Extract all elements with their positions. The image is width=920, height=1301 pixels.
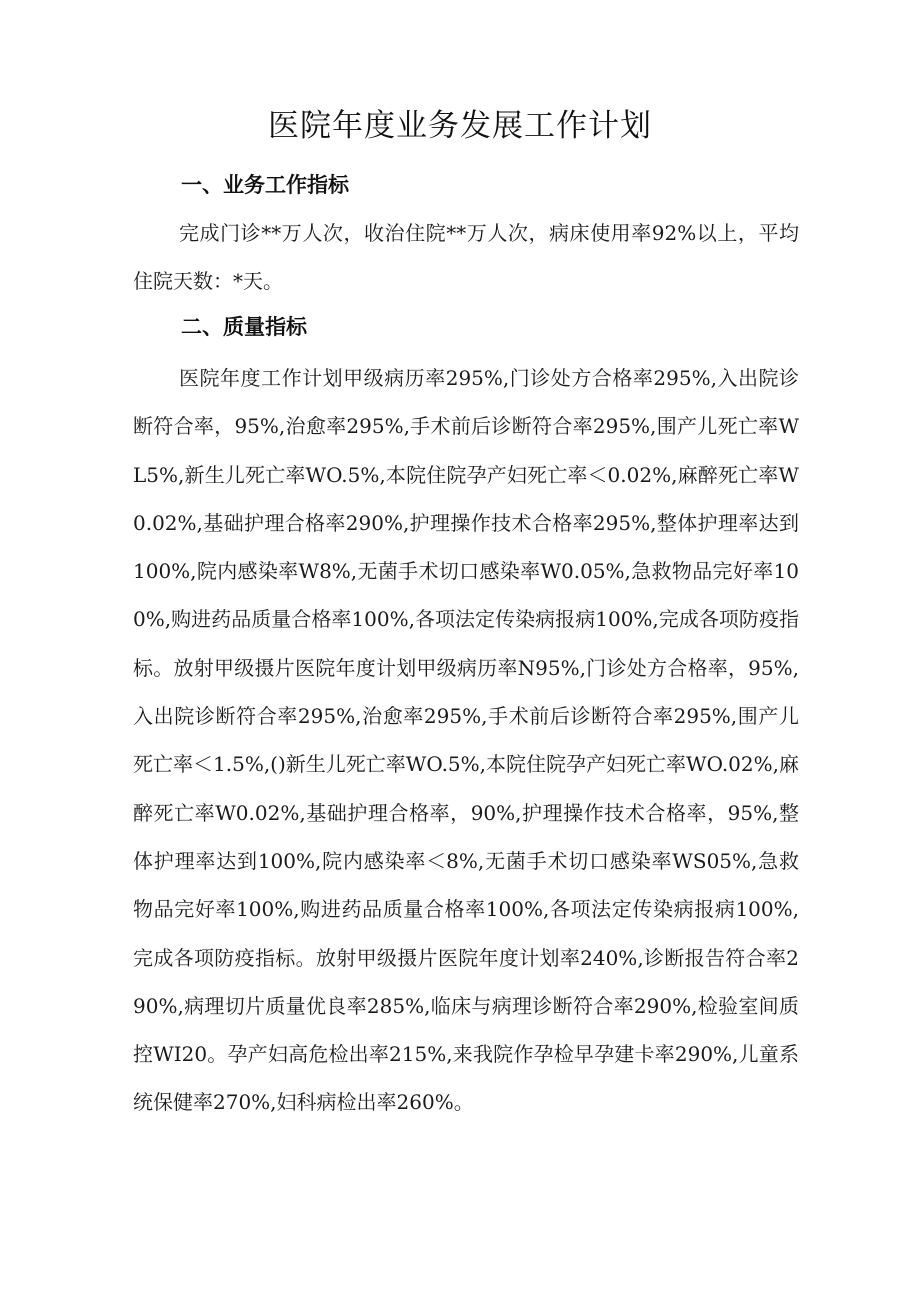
section-heading-quality-indicators: 二、质量指标	[181, 315, 307, 339]
section-body-business-indicators: 完成门诊**万人次，收治住院**万人次，病床使用率92%以上，平均住院天数：*天。	[133, 221, 799, 294]
document-title: 医院年度业务发展工作计划	[268, 108, 652, 144]
section-heading-business-indicators: 一、业务工作指标	[181, 173, 349, 197]
section-body-quality-indicators: 医院年度工作计划甲级病历率295%,门诊处方合格率295%,入出院诊断符合率，95%,治愈率295%,手术前后诊断符合率295%,围产儿死亡率WL5%,新生儿死亡率WO.5%,本院住院孕产妇死亡率＜0.02%,麻醉死亡率W0.02%,基础护理合格率290%,护理操作技术合格率295%,整体护理率达到100%,院内感染率W8%,无菌手术切口感染率W0.05%,急救物品完好率100%,购进药品质量合格率100%,各项法定传染病报病100%,完成各项防疫指标。放射甲级摄片医院年度计划甲级病历率N95%,门诊处方合格率，95%,入出院诊断符合率295%,治愈率295%,手术前后诊断符合率295%,围产儿死亡率＜1.5%,()新生儿死亡率WO.5%,本院住院孕产妇死亡率WO.02%,麻醉死亡率W0.02%,基础护理合格率，90%,护理操作技术合格率，95%,整体护理率达到100%,院内感染率＜8%,无菌手术切口感染率WS05%,急救物品完好率100%,购进药品质量合格率100%,各项法定传染病报病100%,完成各项防疫指标。放射甲级摄片医院年度计划率240%,诊断报告符合率290%,病理切片质量优良率285%,临床与病理诊断符合率290%,检验室间质控WI20。孕产妇高危检出率215%,来我院作孕检早孕建卡率290%,儿童系统保健率270%,妇科病检出率260%。	[133, 366, 799, 1115]
